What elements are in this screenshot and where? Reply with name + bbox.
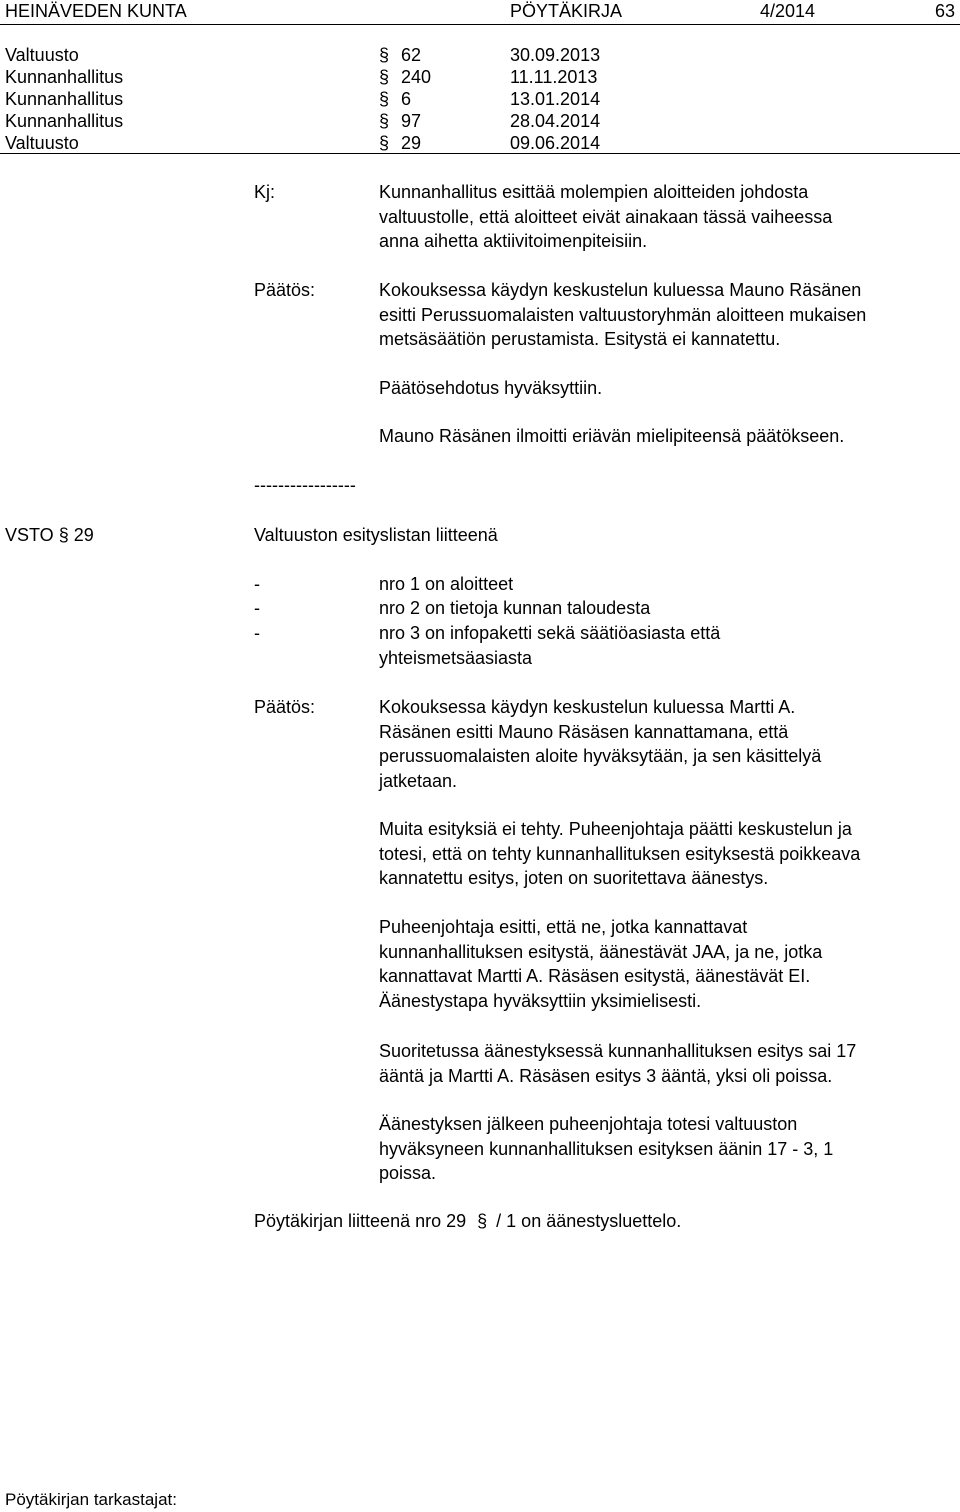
section-sign: § <box>379 67 390 87</box>
list-text: nro 2 on tietoja kunnan taloudesta <box>379 598 651 618</box>
document-type: PÖYTÄKIRJA <box>510 1 623 21</box>
list-item <box>254 621 954 645</box>
text-line: Kunnanhallitus esittää molempien aloitteiden johdosta <box>379 182 809 202</box>
register-body: Kunnanhallitus <box>5 67 124 87</box>
register-date: 30.09.2013 <box>510 45 601 65</box>
decision-label: Päätös: <box>254 697 316 717</box>
vsto-label <box>5 524 94 546</box>
appendix-note <box>254 1210 681 1232</box>
text-line: kannattavat Martti A. Räsäsen esitystä, äänestävät EI. <box>379 966 811 986</box>
kh-dissent-note <box>379 424 959 449</box>
issue-number: 4/2014 <box>760 1 816 21</box>
text-line: valtuustolle, että aloitteet eivät ainakaan tässä vaiheessa <box>379 206 833 227</box>
vsto-decision-paragraph-1 <box>379 695 959 793</box>
section-sign: § <box>477 1211 488 1231</box>
text-line: jatketaan. <box>379 770 458 791</box>
kj-proposal <box>379 180 959 254</box>
text-line: hyväksyneen kunnanhallituksen esityksen äänin 17 - 3, 1 <box>379 1138 834 1159</box>
page-number: 63 <box>935 1 956 21</box>
text-line: perussuomalaisten aloite hyväksytään, ja sen käsittelyä <box>379 746 822 766</box>
register-row <box>5 66 705 88</box>
vsto-title: Valtuuston esityslistan liitteenä <box>254 525 498 545</box>
register-date: 09.06.2014 <box>510 133 601 153</box>
appendix-note-end: / 1 on äänestysluettelo. <box>496 1211 682 1231</box>
register-number: 62 <box>401 45 422 65</box>
list-item <box>254 572 954 596</box>
decision-label: Päätös: <box>254 280 316 300</box>
kh-decision-text <box>379 278 959 352</box>
footer-reviewers-label: Pöytäkirjan tarkastajat: <box>5 1490 177 1509</box>
list-dash: - <box>254 623 260 643</box>
kh-decision-approved <box>379 376 959 401</box>
section-sign: § <box>58 525 69 545</box>
register-number: 29 <box>401 133 422 153</box>
register-row <box>5 44 705 66</box>
register-date: 13.01.2014 <box>510 89 601 109</box>
text-line: poissa. <box>379 1163 437 1183</box>
register-row <box>5 110 705 132</box>
vsto-decision-paragraph-2 <box>379 817 959 891</box>
list-dash: - <box>254 598 260 618</box>
section-sign: § <box>379 133 390 153</box>
text-line: Mauno Räsänen ilmoitti eriävän mielipiteensä päätökseen. <box>379 426 845 446</box>
text-line: Muita esityksiä ei tehty. Puheenjohtaja päätti keskustelun ja <box>379 819 852 839</box>
section-sign: § <box>379 111 390 131</box>
register-number: 240 <box>401 67 432 87</box>
register-rule <box>0 153 960 154</box>
list-text: nro 3 on infopaketti sekä säätiöasiasta että <box>379 623 721 643</box>
section-sign: § <box>379 45 390 65</box>
text-line: Kokouksessa käydyn keskustelun kuluessa Mauno Räsänen <box>379 280 862 300</box>
list-item-continuation <box>254 646 954 670</box>
text-line: Äänestystapa hyväksyttiin yksimielisesti. <box>379 990 702 1011</box>
list-item <box>254 596 954 620</box>
register-body: Kunnanhallitus <box>5 89 124 109</box>
appendix-note-start: Pöytäkirjan liitteenä nro 29 <box>254 1211 467 1231</box>
register-date: 11.11.2013 <box>510 67 598 87</box>
list-dash: - <box>254 574 260 594</box>
register-body: Valtuusto <box>5 133 79 153</box>
text-line: Räsänen esitti Mauno Räsäsen kannattamana, että <box>379 721 789 742</box>
register-body: Valtuusto <box>5 45 79 65</box>
text-line: ääntä ja Martti A. Räsäsen esitys 3 ääntä, yksi oli poissa. <box>379 1065 833 1086</box>
vsto-decision-paragraph-5 <box>379 1112 959 1186</box>
vsto-code: VSTO <box>5 525 54 545</box>
text-line: anna aihetta aktiivitoimenpiteisiin. <box>379 231 648 251</box>
list-text: nro 1 on aloitteet <box>379 574 514 594</box>
kj-label: Kj: <box>254 182 276 202</box>
section-sign: § <box>379 89 390 109</box>
register-row <box>5 88 705 110</box>
vsto-decision-paragraph-4 <box>379 1039 959 1088</box>
header-rule <box>0 24 960 25</box>
vsto-number: 29 <box>73 525 94 545</box>
text-line: totesi, että on tehty kunnanhallituksen esityksestä poikkeava <box>379 843 861 864</box>
list-text: yhteismetsäasiasta <box>379 648 533 668</box>
register-number: 6 <box>401 89 412 109</box>
separator-dashes: ----------------- <box>254 475 356 495</box>
text-line: Puheenjohtaja esitti, että ne, jotka kannattavat <box>379 917 748 937</box>
register-number: 97 <box>401 111 422 131</box>
text-line: Kokouksessa käydyn keskustelun kuluessa Martti A. <box>379 697 796 717</box>
text-line: Suoritetussa äänestyksessä kunnanhallituksen esitys sai 17 <box>379 1041 857 1061</box>
register-row <box>5 132 705 154</box>
text-line: esitti Perussuomalaisten valtuustoryhmän aloitteen mukaisen <box>379 304 867 325</box>
register-date: 28.04.2014 <box>510 111 601 131</box>
text-line: kunnanhallituksen esitystä, äänestävät JAA, ja ne, jotka <box>379 941 823 962</box>
municipality-name: HEINÄVEDEN KUNTA <box>5 1 187 21</box>
vsto-decision-paragraph-3 <box>379 915 959 1013</box>
text-line: kannatettu esitys, joten on suoritettava äänestys. <box>379 868 769 888</box>
text-line: Äänestyksen jälkeen puheenjohtaja totesi valtuuston <box>379 1114 798 1134</box>
text-line: Päätösehdotus hyväksyttiin. <box>379 378 603 398</box>
register-body: Kunnanhallitus <box>5 111 124 131</box>
text-line: metsäsäätiön perustamista. Esitystä ei kannatettu. <box>379 329 781 349</box>
